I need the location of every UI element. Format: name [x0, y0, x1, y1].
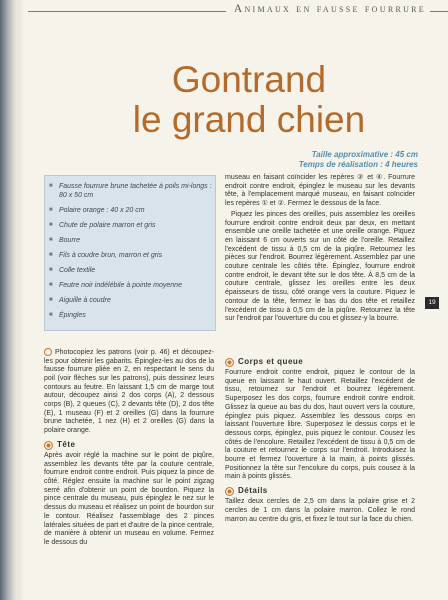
intro-paragraph: Photocopiez les patrons (voir p. 46) et découpez-les pour obtenir les gabarits. Épinglez-les au dos de la fausse fourrure pliée en 2, en respectant le sens du poil (voir flèches sur les patrons), puis dessinez leurs contours au feutre. En laissant 1,5 cm de marge tout autour, découpez ainsi 2 dos corps (A), 2 dessous corps (B), 2 queues (C), 2 devants tête (D), 2 dos tête (E), 1 museau (F) et 2 oreilles (G) dans la fourrure brune tachetée, 1 nez (H) et 2 oreilles (G) dans la polaire orange. [44, 348, 214, 435]
right-column-top [225, 174, 415, 326]
square-bullet-icon: ■ [49, 297, 53, 303]
paragraph: Fourrure endroit contre endroit, piquez le contour de la queue en laissant le haut ouvert. Retaillez l'excédent de tissu, retournez sur l'endroit et bourrez légèrement. Superposez les dos corps, fourrure endroit contre endroit. Glissez la queue au bas du dos, haut ouvert vers la couture, épinglez puis piquez. Assemblez les dessous corps en laissant l'ouverture libre. Superposez le dessus corps et le dessous corps, épinglez, puis piquez le contour. Cousez les côtés de l'encolure. Retaillez l'excédent de tissu à 0,5 cm de la couture et retournez le corps sur l'endroit. Introduisez la bourre et fermez l'ouverture à la main, à points glissés. Positionnez la tête sur l'encolure du corps, puis cousez à la main à points glissés. [225, 369, 415, 481]
left-column-bottom [44, 348, 214, 550]
running-header [28, 0, 448, 24]
material-item: ■ Colle textile [49, 267, 96, 274]
square-bullet-icon: ■ [49, 207, 53, 213]
page-title-line2: le grand chien [132, 99, 366, 140]
paragraph: museau en faisant coïncider les repères ③ et ④. Fourrure endroit contre endroit, épinglez le museau sur les devants tête, à l'emplacement marqué museau, en faisant coïncider les repères ① et ②. Fermez le dessous de la face. [225, 174, 415, 208]
circle-bullet-icon [44, 348, 52, 356]
book-gutter [18, 0, 24, 600]
material-item: ■ Feutre noir indélébile à pointe moyenne [49, 282, 182, 289]
square-bullet-icon: ■ [49, 312, 53, 318]
materials-list [47, 182, 213, 326]
square-bullet-icon: ■ [49, 267, 53, 273]
page-title-line1: Gontrand [171, 59, 327, 100]
material-item: ■ Aiguille à coudre [49, 297, 111, 304]
material-item: ■ Fausse fourrure brune tachetée à poils mi-longs : 80 x 50 cm [49, 183, 212, 199]
material-item: ■ Épingles [49, 312, 86, 319]
square-bullet-icon: ■ [49, 252, 53, 258]
page-number: 19 [425, 297, 439, 309]
running-title: Animaux en fausse fourrure [226, 3, 430, 15]
material-item: ■ Polaire orange : 40 x 20 cm [49, 207, 145, 214]
section-heading-details: Détails [225, 487, 415, 496]
circle-bullet-icon [225, 358, 234, 367]
material-item: ■ Chute de polaire marron et gris [49, 222, 156, 229]
material-item: ■ Bourre [49, 237, 81, 244]
square-bullet-icon: ■ [49, 183, 53, 189]
section-heading-tete: Tête [44, 441, 214, 450]
square-bullet-icon: ■ [49, 237, 53, 243]
section-heading-corps: Corps et queue [225, 358, 415, 367]
circle-bullet-icon [225, 487, 234, 496]
approx-size: Taille approximative : 45 cm [311, 150, 418, 159]
paragraph: Après avoir réglé la machine sur le point de piqûre, assemblez les devants tête par la couture centrale, fourrure endroit contre endroit. Puis piquez la pince de côté. Réglez ensuite la machine sur le point zigzag serré afin d'obtenir un point de bourdon. Piquez la pince centrale du museau, puis épinglez le nez sur le dessus du museau et réalisez un point de bourdon sur le contour. Réalisez l'assemblage des 2 pinces latérales situées de part et d'autre de la pince centrale, de manière à obtenir un museau en volume. Fermez le dessous du [44, 451, 214, 546]
paragraph: Taillez deux cercles de 2,5 cm dans la polaire grise et 2 cercles de 1 cm dans la polaire marron. Collez le rond marron au centre du gris, et fixez le tout sur la face du chien. [225, 498, 415, 523]
book-spine-shadow [0, 0, 18, 600]
paragraph: Piquez les pinces des oreilles, puis assemblez les oreilles fourrure endroit contre endroit deux par deux, en mettant ensemble une oreille tachetée et une oreille orange. Piquez en laissant 6 cm ouverts sur un côté de l'oreille. Retaillez l'excédent de tissu à 0,5 cm de la piqûre. Retournez les pièces sur l'endroit. Bourrez légèrement. Assemblez par une couture centrale les côtés tête. Épinglez, fourrure endroit contre endroit, le devant tête sur le dos tête. À 8,5 cm de la couture centrale, glissez les oreilles entre les deux épaisseurs de tissu, côté orange vers la couture. Piquez le contour de la tête, fermez le bas du dos tête et retaillez l'excédent de tissu à 0,5 cm de la piqûre. Retournez la tête sur l'endroit par l'ouverture du cou et glissez-y la bourre. [225, 210, 415, 323]
realisation-time: Temps de réalisation : 4 heures [298, 160, 418, 169]
right-column-bottom [225, 358, 415, 526]
circle-bullet-icon [44, 441, 53, 450]
square-bullet-icon: ■ [49, 282, 53, 288]
square-bullet-icon: ■ [49, 222, 53, 228]
material-item: ■ Fils à coudre brun, marron et gris [49, 252, 163, 259]
